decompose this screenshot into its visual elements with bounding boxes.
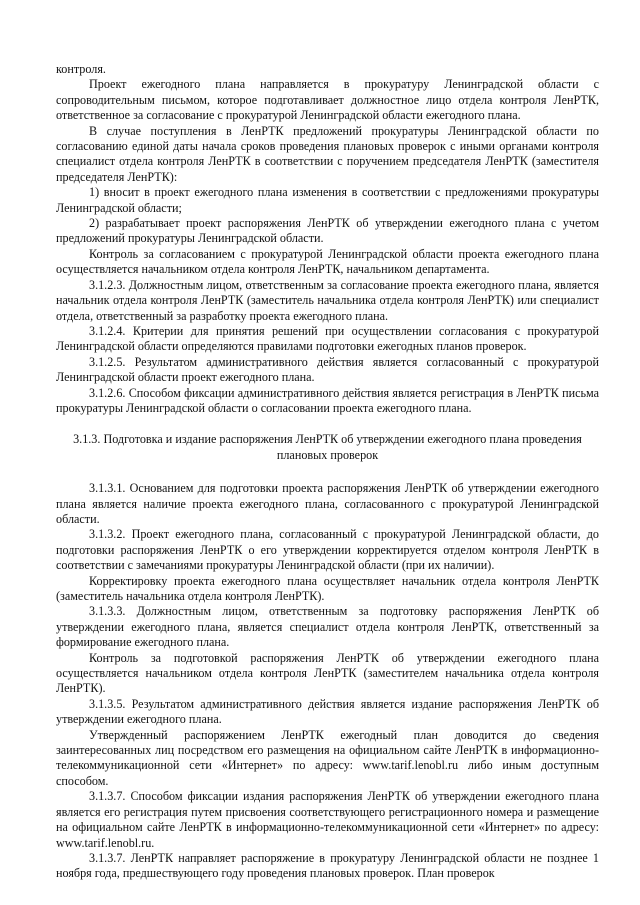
paragraph: 3.1.2.6. Способом фиксации административного действия является регистрация в ЛенРТК письма прокуратуры Ленинградской области о согласовании проекта ежегодного плана. xyxy=(56,385,599,415)
paragraph: Контроль за подготовкой распоряжения ЛенРТК об утверждении ежегодного плана осуществляется начальником отдела контроля ЛенРТК (заместителем начальника отдела контроля ЛенРТК). xyxy=(56,650,599,696)
paragraph: Контроль за согласованием с прокуратурой Ленинградской области проекта ежегодного плана осуществляется начальником отдела контроля ЛенРТК, начальником департамента. xyxy=(56,246,599,277)
paragraph: Корректировку проекта ежегодного плана осуществляет начальник отдела контроля ЛенРТК (заместитель начальника отдела контроля ЛенРТК). xyxy=(56,573,599,603)
paragraph: 3.1.2.5. Результатом административного действия является согласованный с прокуратурой Ленинградской области проект ежегодного плана. xyxy=(56,354,599,385)
paragraph: В случае поступления в ЛенРТК предложений прокуратуры Ленинградской области по согласованию единой даты начала сроков проведения плановых проверок с иными органами контроля специалист отдела контроля ЛенРТК в соответствии с поручением председателя ЛенРТК (заместителя председателя ЛенРТК): xyxy=(56,123,599,184)
paragraph: 3.1.3.3. Должностным лицом, ответственным за подготовку распоряжения ЛенРТК об утверждении ежегодного плана, является специалист отдела контроля ЛенРТК, ответственный за формирование ежегодного плана. xyxy=(56,604,599,650)
section-heading-line: плановых проверок xyxy=(276,447,379,462)
list-item: 2) разрабатывает проект распоряжения ЛенРТК об утверждении ежегодного плана с учетом предложений прокуратуры Ленинградской области. xyxy=(56,216,599,246)
section-heading-line: 3.1.3. Подготовка и издание распоряжения ЛенРТК об утверждении ежегодного плана проведения xyxy=(73,432,582,447)
paragraph: 3.1.3.7. ЛенРТК направляет распоряжение в прокуратуру Ленинградской области не позднее 1 ноября года, предшествующего году проведения плановых проверок. План проверок xyxy=(56,850,599,881)
paragraph: 3.1.3.5. Результатом административного действия является издание распоряжения ЛенРТК об утверждении ежегодного плана. xyxy=(56,696,599,727)
section-heading xyxy=(56,432,599,463)
paragraph: 3.1.2.4. Критерии для принятия решений при осуществлении согласования с прокуратурой Ленинградской области определяются правилами подготовки ежегодных планов проверок. xyxy=(56,323,599,354)
paragraph: 3.1.3.7. Способом фиксации издания распоряжения ЛенРТК об утверждении ежегодного плана является его регистрация путем присвоения соответствующего регистрационного номера и размещение на официальном сайте ЛенРТК в информационно-телекоммуникационной сети «Интернет» по адресу: www.tarif.lenobl.ru. xyxy=(56,789,599,850)
paragraph: 3.1.2.3. Должностным лицом, ответственным за согласование проекта ежегодного плана, является начальник отдела контроля ЛенРТК (заместитель начальника отдела контроля ЛенРТК) или специалист отдела, ответственный за разработку проекта ежегодного плана. xyxy=(56,277,599,323)
paragraph: 3.1.3.1. Основанием для подготовки проекта распоряжения ЛенРТК об утверждении ежегодного плана является наличие проекта ежегодного плана, согласованного с прокуратурой Ленинградской области. xyxy=(56,481,599,526)
paragraph: контроля. xyxy=(56,62,106,76)
list-item: 1) вносит в проект ежегодного плана изменения в соответствии с предложениями прокуратуры Ленинградской области; xyxy=(56,185,599,215)
paragraph: Утвержденный распоряжением ЛенРТК ежегодный план доводится до сведения заинтересованных лиц посредством его размещения на официальном сайте ЛенРТК в информационно-телекоммуникационной сети «Интернет» по адресу: www.tarif.lenobl.ru либо иным доступным способом. xyxy=(56,727,599,788)
paragraph: Проект ежегодного плана направляется в прокуратуру Ленинградской области с сопроводительным письмом, которое подготавливает должностное лицо отдела контроля ЛенРТК, ответственное за согласование с прокуратурой Ленинградской области ежегодного плана. xyxy=(56,77,599,123)
paragraph: 3.1.3.2. Проект ежегодного плана, согласованный с прокуратурой Ленинградской области, до подготовки распоряжения ЛенРТК о его утверждении корректируется отделом контроля ЛенРТК в соответствии с замечаниями прокуратуры Ленинградской области (при их наличии). xyxy=(56,527,599,573)
document-page xyxy=(56,62,599,882)
